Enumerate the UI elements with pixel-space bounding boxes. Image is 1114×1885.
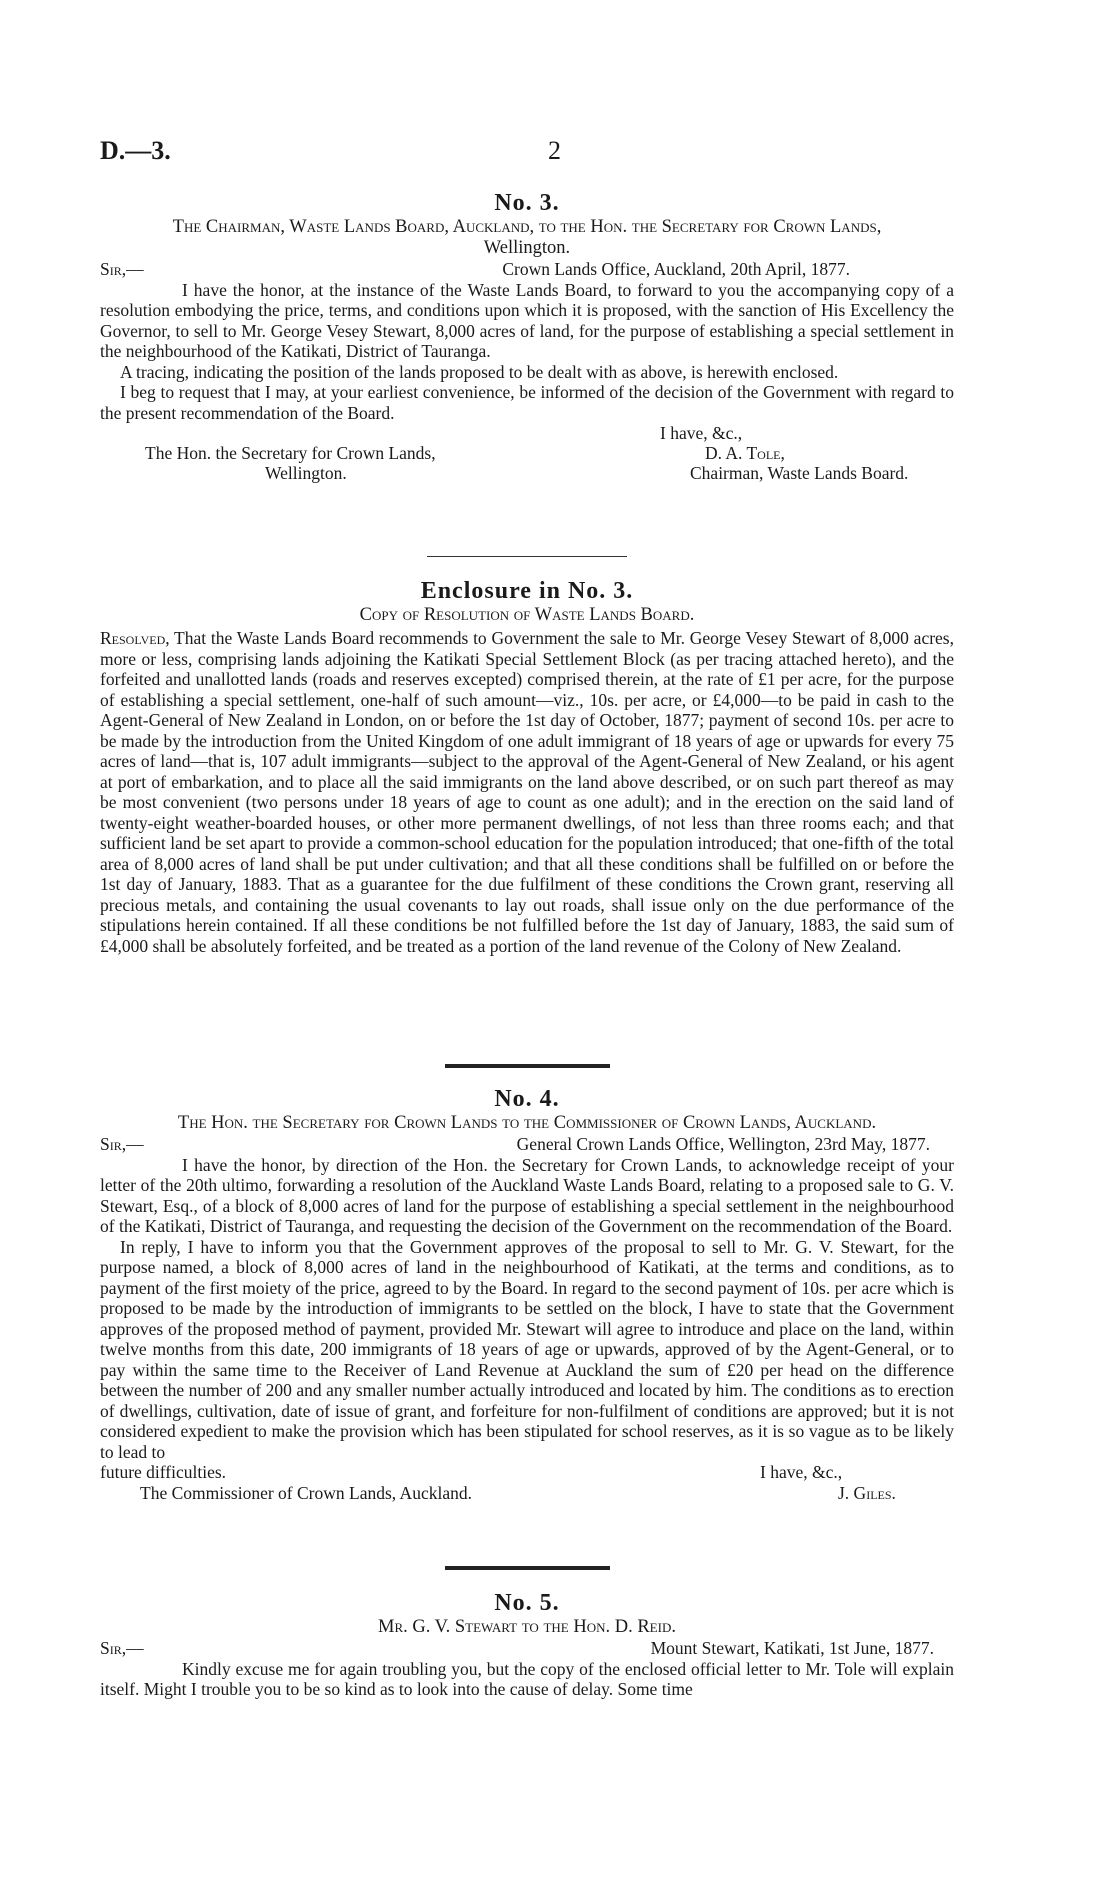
no3-addressee-line1: The Hon. the Secretary for Crown Lands, — [145, 443, 436, 463]
no3-addressee-line2: Wellington. — [265, 463, 347, 483]
no3-place-date: Crown Lands Office, Auckland, 20th April, 1877. — [502, 259, 850, 279]
no3-caption-line1: The Chairman, Waste Lands Board, Auckland, to the Hon. the Secretary for Crown Lands, — [172, 217, 882, 237]
divider-2 — [100, 1064, 954, 1068]
resolution-lead: Resolved, — [100, 628, 170, 648]
section-no3 — [100, 190, 954, 485]
no3-salutation: Sir,— — [100, 259, 144, 279]
no4-heading: No. 4. — [494, 1086, 560, 1112]
no5-salutation: Sir,— — [100, 1638, 144, 1658]
no5-salutation-row — [100, 1638, 954, 1659]
no5-paragraph-1: Kindly excuse me for again troubling you, but the copy of the enclosed official letter to Mr. Tole will explain itself. Might I trouble you to be so kind as to look into the cause of delay. Some time — [100, 1658, 954, 1699]
document-reference: D.—3. — [100, 136, 171, 165]
no3-paragraph-2: A tracing, indicating the position of the lands proposed to be dealt with as above, is herewith enclosed. — [120, 361, 839, 382]
no4-caption: The Hon. the Secretary for Crown Lands to the Commissioner of Crown Lands, Auckland. — [177, 1113, 877, 1133]
no3-heading: No. 3. — [494, 190, 560, 216]
section-enclosure — [100, 578, 954, 956]
section-no4 — [100, 1086, 954, 1504]
no3-paragraph-3: I beg to request that I may, at your earliest convenience, be informed of the decision of the Government with regard to the present recommendation of the Board. — [100, 382, 954, 423]
no5-caption: Mr. G. V. Stewart to the Hon. D. Reid. — [378, 1617, 676, 1637]
no4-paragraph-2-end: future difficulties. — [100, 1462, 227, 1482]
section-no5 — [100, 1590, 954, 1700]
no4-closing: I have, &c., — [760, 1462, 843, 1482]
no4-signatory: J. Giles. — [838, 1483, 896, 1503]
no3-signatory-title: Chairman, Waste Lands Board. — [690, 463, 909, 483]
no4-paragraph-2: In reply, I have to inform you that the Government approves of the proposal to sell to Mr. G. V. Stewart, for the purpose named, a block of 8,000 acres of land in the neighbourhood of Katikati, at the terms and conditions, as to payment of the first moiety of the price, agreed to by the Board. In regard to the second payment of 10s. per acre which is proposed to be made by the introduction of immigrants to be settled on the block, I have to state that the Government approves of the proposed method of payment, provided Mr. Stewart will agree to introduce and place on the land, within twelve months from this date, 200 immigrants of 18 years of age or upwards, approved of by the Agent-General, or to pay within the same time to the Receiver of Land Revenue at Auckland the sum of £20 per head on the difference between the number of 200 and any smaller number actually introduced and located by him. The conditions as to erection of dwellings, cultivation, date of issue of grant, and forfeiture for non-fulfilment of conditions are approved; but it is not considered expedient to make the provision which has been stipulated for school reserves, as it is so vague as to be likely to lead to — [100, 1236, 954, 1462]
no3-salutation-row — [100, 259, 954, 280]
divider-1 — [100, 556, 954, 557]
no3-signature-block — [100, 423, 954, 485]
no3-paragraph-1: I have the honor, at the instance of the Waste Lands Board, to forward to you the accompanying copy of a resolution embodying the price, terms, and conditions upon which it is proposed, with the sanction of His Excellency the Governor, to sell to Mr. George Vesey Stewart, 8,000 acres of land, for the purpose of establishing a special settlement in the neighbourhood of the Katikati, District of Tauranga. — [100, 279, 954, 361]
no3-caption-line2: Wellington. — [483, 238, 571, 258]
no3-closing: I have, &c., — [660, 423, 743, 443]
page-number: 2 — [548, 136, 561, 165]
no4-salutation: Sir,— — [100, 1134, 144, 1154]
no5-heading: No. 5. — [494, 1590, 560, 1616]
no5-place-date: Mount Stewart, Katikati, 1st June, 1877. — [650, 1638, 934, 1658]
divider-3 — [100, 1566, 954, 1570]
enclosure-heading: Enclosure in No. 3. — [420, 578, 634, 604]
resolution-text: That the Waste Lands Board recommends to Government the sale to Mr. George Vesey Stewart of 8,000 acres, more or less, comprising lands adjoining the Katikati Special Settlement Block (as per tracing attached hereto), and the forfeited and unallotted lands (roads and reserves excepted) comprised therein, at the rate of £1 per acre, for the purpose of establishing a special settlement, one-half of such amount—viz., 10s. per acre, or £4,000—to be paid in cash to the Agent-General of New Zealand in London, on or before the 1st day of October, 1877; payment of second 10s. per acre to be made by the introduction from the United Kingdom of one adult immigrant of 18 years of age or upwards for every 75 acres of land—that is, 107 adult immigrants—subject to the approval of the Agent-General of New Zealand, or his agent at port of embarkation, and to place all the said immigrants on the land above described, or on such part thereof as may be most convenient (two persons under 18 years of age to count as one adult); and in the erection on the said land of twenty-eight weather-boarded houses, or other more permanent dwellings, of not less than three rooms each; and that sufficient land be set apart to provide a common-school education for the population introduced; that one-fifth of the total area of 8,000 acres of land shall be put under cultivation; and that all these conditions shall be fulfilled on or before the 1st day of January, 1883. That as a guarantee for the due fulfilment of these conditions the Crown grant, reserving all precious metals, and containing the usual covenants to lay out roads, shall issue only on the due performance of the stipulations herein contained. If all these conditions be not fulfilled before the 1st day of January, 1883, the said sum of £4,000 shall be absolutely forfeited, and be treated as a portion of the land revenue of the Colony of New Zealand. — [100, 628, 954, 956]
no4-closing-row — [100, 1462, 954, 1483]
no4-signature-row — [100, 1483, 954, 1504]
no4-salutation-row — [100, 1134, 954, 1155]
no3-signatory: D. A. Tole, — [705, 443, 785, 463]
no4-addressee: The Commissioner of Crown Lands, Auckland. — [140, 1483, 472, 1503]
enclosure-caption: Copy of Resolution of Waste Lands Board. — [359, 605, 695, 625]
no4-paragraph-1: I have the honor, by direction of the Hon. the Secretary for Crown Lands, to acknowledge receipt of your letter of the 20th ultimo, forwarding a resolution of the Auckland Waste Lands Board, relating to a proposed sale to G. V. Stewart, Esq., of a block of 8,000 acres of land for the purpose of establishing a special settlement in the neighbourhood of the Katikati, District of Tauranga, and requesting the decision of the Government on the recommendation of the Board. — [100, 1154, 954, 1236]
no4-place-date: General Crown Lands Office, Wellington, 23rd May, 1877. — [516, 1134, 930, 1154]
enclosure-resolution — [100, 628, 954, 956]
